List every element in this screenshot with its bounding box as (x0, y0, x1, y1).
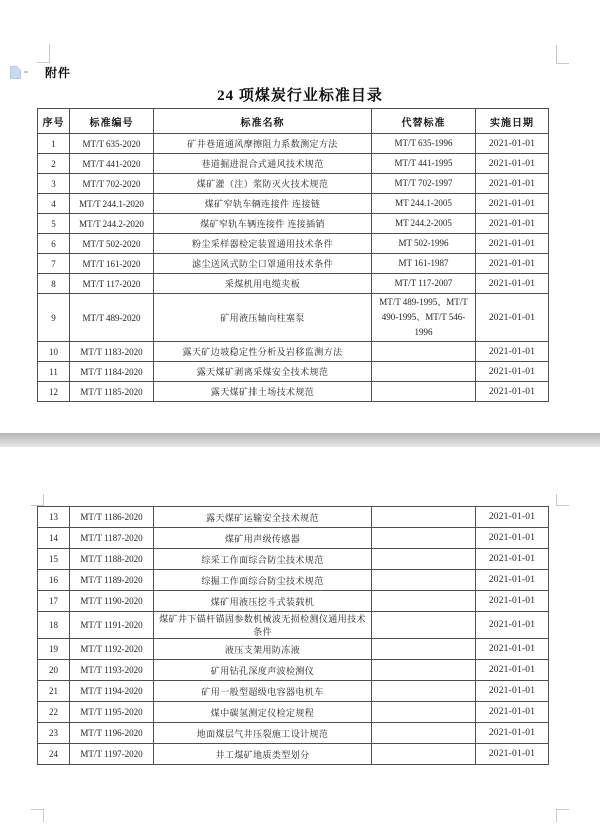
table-cell-date: 2021-01-01 (476, 342, 549, 362)
table-row (38, 214, 549, 234)
table-cell-date: 2021-01-01 (476, 274, 549, 294)
table-row (38, 528, 549, 549)
table-row (38, 549, 549, 570)
table-cell-no: 8 (38, 274, 70, 294)
col-header-replaces: 代替标准 (372, 109, 476, 134)
table-cell-name: 滤尘送风式防尘口罩通用技术条件 (154, 254, 372, 274)
table-cell-name: 露天矿边坡稳定性分析及岩移监测方法 (154, 342, 372, 362)
table-cell-date: 2021-01-01 (476, 549, 549, 570)
table-cell-date: 2021-01-01 (476, 174, 549, 194)
table-cell-date: 2021-01-01 (476, 507, 549, 528)
table-row (38, 342, 549, 362)
table-cell-date: 2021-01-01 (476, 744, 549, 765)
table-cell-code: MT/T 244.2-2020 (70, 214, 154, 234)
table-row (38, 274, 549, 294)
table-row (38, 382, 549, 402)
table-cell-replaces (372, 744, 476, 765)
table-row (38, 254, 549, 274)
table-cell-name: 露天煤矿剥离采煤安全技术规范 (154, 362, 372, 382)
table-cell-replaces: MT/T 117-2007 (372, 274, 476, 294)
table-row (38, 639, 549, 660)
table-cell-name: 巷道掘进混合式通风技术规范 (154, 154, 372, 174)
table-cell-name: 煤中碳氢测定仪检定规程 (154, 702, 372, 723)
table-cell-replaces: MT/T 635-1996 (372, 134, 476, 154)
table-cell-code: MT/T 1189-2020 (70, 570, 154, 591)
table-cell-replaces (372, 507, 476, 528)
table-cell-name: 煤矿用液压挖斗式装载机 (154, 591, 372, 612)
table-cell-date: 2021-01-01 (476, 528, 549, 549)
table-cell-no: 4 (38, 194, 70, 214)
table-cell-replaces (372, 570, 476, 591)
table-cell-date: 2021-01-01 (476, 214, 549, 234)
table-cell-no: 9 (38, 294, 70, 342)
col-header-name: 标准名称 (154, 109, 372, 134)
margin-mark-top-left-icon (37, 44, 50, 63)
table-cell-date: 2021-01-01 (476, 612, 549, 639)
col-header-no: 序号 (38, 109, 70, 134)
table-cell-code: MT/T 1184-2020 (70, 362, 154, 382)
table-cell-replaces: MT 244.1-2005 (372, 194, 476, 214)
table-row (38, 294, 549, 342)
table-cell-name: 采煤机用电缆夹板 (154, 274, 372, 294)
table-cell-replaces (372, 639, 476, 660)
table-cell-code: MT/T 1195-2020 (70, 702, 154, 723)
table-cell-code: MT/T 1193-2020 (70, 660, 154, 681)
table-row (38, 507, 549, 528)
table-cell-replaces (372, 382, 476, 402)
margin-mark-top-right-icon (556, 494, 569, 506)
table-cell-name: 露天煤矿排土场技术规范 (154, 382, 372, 402)
table-cell-date: 2021-01-01 (476, 660, 549, 681)
table-cell-name: 矿井巷道通风摩擦阻力系数测定方法 (154, 134, 372, 154)
table-cell-date: 2021-01-01 (476, 570, 549, 591)
table-cell-code: MT/T 1186-2020 (70, 507, 154, 528)
margin-mark-bottom-right-icon (556, 809, 569, 822)
table-cell-code: MT/T 441-2020 (70, 154, 154, 174)
table-cell-no: 16 (38, 570, 70, 591)
standards-table-page-2 (37, 506, 549, 765)
table-cell-replaces (372, 681, 476, 702)
table-cell-no: 24 (38, 744, 70, 765)
table-cell-date: 2021-01-01 (476, 382, 549, 402)
table-cell-date: 2021-01-01 (476, 362, 549, 382)
table-cell-no: 12 (38, 382, 70, 402)
table-cell-no: 18 (38, 612, 70, 639)
table-cell-no: 21 (38, 681, 70, 702)
table-cell-replaces (372, 702, 476, 723)
table-cell-no: 11 (38, 362, 70, 382)
table-cell-no: 13 (38, 507, 70, 528)
table-row (38, 660, 549, 681)
table-cell-date: 2021-01-01 (476, 639, 549, 660)
margin-dash-icon (24, 71, 28, 73)
table-cell-code: MT/T 117-2020 (70, 274, 154, 294)
table-cell-replaces (372, 591, 476, 612)
table-cell-name: 地面煤层气井压裂施工设计规范 (154, 723, 372, 744)
margin-mark-bottom-left-icon (31, 809, 44, 822)
table-cell-replaces: MT/T 441-1995 (372, 154, 476, 174)
attachment-label: 附件 (45, 66, 72, 80)
table-cell-name: 矿用液压轴向柱塞泵 (154, 294, 372, 342)
table-cell-replaces (372, 528, 476, 549)
table-cell-name: 液压支架用防冻液 (154, 639, 372, 660)
table-cell-name: 煤矿井下锚杆锚固参数机械波无损检测仪通用技术条件 (154, 612, 372, 639)
table-cell-code: MT/T 489-2020 (70, 294, 154, 342)
table-row (38, 154, 549, 174)
table-row (38, 134, 549, 154)
table-row (38, 362, 549, 382)
table-cell-no: 7 (38, 254, 70, 274)
table-cell-no: 2 (38, 154, 70, 174)
table-cell-name: 综掘工作面综合防尘技术规范 (154, 570, 372, 591)
table-cell-replaces: MT 161-1987 (372, 254, 476, 274)
table-cell-code: MT/T 1190-2020 (70, 591, 154, 612)
table-cell-replaces (372, 362, 476, 382)
table-cell-date: 2021-01-01 (476, 723, 549, 744)
page-fold-icon (17, 66, 21, 70)
table-cell-no: 19 (38, 639, 70, 660)
table-header-row (38, 109, 549, 134)
table-row (38, 234, 549, 254)
table-cell-date: 2021-01-01 (476, 234, 549, 254)
table-cell-replaces (372, 612, 476, 639)
table-cell-code: MT/T 1197-2020 (70, 744, 154, 765)
table-cell-no: 23 (38, 723, 70, 744)
page-separator (0, 433, 600, 447)
table-cell-replaces (372, 660, 476, 681)
table-cell-replaces (372, 723, 476, 744)
table-cell-date: 2021-01-01 (476, 702, 549, 723)
table-cell-code: MT/T 1191-2020 (70, 612, 154, 639)
table-cell-code: MT/T 1192-2020 (70, 639, 154, 660)
table-row (38, 591, 549, 612)
margin-mark-top-right-icon (556, 45, 569, 64)
table-cell-replaces: MT 244.2-2005 (372, 214, 476, 234)
table-cell-name: 矿用一般型超级电容器电机车 (154, 681, 372, 702)
table-cell-code: MT/T 1187-2020 (70, 528, 154, 549)
table-cell-name: 井工煤矿地质类型划分 (154, 744, 372, 765)
table-cell-no: 17 (38, 591, 70, 612)
table-cell-name: 煤矿窄轨车辆连接件 连接插销 (154, 214, 372, 234)
table-cell-no: 10 (38, 342, 70, 362)
table-cell-no: 6 (38, 234, 70, 254)
table-cell-code: MT/T 1183-2020 (70, 342, 154, 362)
table-row (38, 194, 549, 214)
table-cell-date: 2021-01-01 (476, 591, 549, 612)
table-cell-name: 煤矿灌（注）浆防灭火技术规范 (154, 174, 372, 194)
table-cell-name: 露天煤矿运输安全技术规范 (154, 507, 372, 528)
table-row (38, 744, 549, 765)
table-row (38, 174, 549, 194)
table-cell-date: 2021-01-01 (476, 681, 549, 702)
table-cell-no: 3 (38, 174, 70, 194)
table-cell-replaces: MT/T 702-1997 (372, 174, 476, 194)
table-cell-code: MT/T 244.1-2020 (70, 194, 154, 214)
attachment-document-icon[interactable] (10, 66, 21, 79)
table-cell-replaces (372, 342, 476, 362)
table-cell-code: MT/T 1188-2020 (70, 549, 154, 570)
table-cell-replaces: MT 502-1996 (372, 234, 476, 254)
standards-table-page-1 (37, 108, 549, 402)
table-cell-no: 15 (38, 549, 70, 570)
table-row (38, 612, 549, 639)
table-cell-name: 粉尘采样器检定装置通用技术条件 (154, 234, 372, 254)
table-cell-no: 5 (38, 214, 70, 234)
table-cell-no: 14 (38, 528, 70, 549)
table-cell-code: MT/T 1185-2020 (70, 382, 154, 402)
margin-mark-top-left-icon (31, 494, 44, 506)
table-cell-date: 2021-01-01 (476, 154, 549, 174)
table-cell-name: 煤矿用声级传感器 (154, 528, 372, 549)
table-row (38, 681, 549, 702)
table-cell-code: MT/T 161-2020 (70, 254, 154, 274)
table-cell-replaces (372, 549, 476, 570)
col-header-date: 实施日期 (476, 109, 549, 134)
table-cell-code: MT/T 702-2020 (70, 174, 154, 194)
table-cell-code: MT/T 1196-2020 (70, 723, 154, 744)
document-page-2 (0, 447, 600, 837)
table-cell-date: 2021-01-01 (476, 134, 549, 154)
table-cell-name: 综采工作面综合防尘技术规范 (154, 549, 372, 570)
table-cell-name: 煤矿窄轨车辆连接件 连接链 (154, 194, 372, 214)
table-cell-date: 2021-01-01 (476, 254, 549, 274)
table-row (38, 723, 549, 744)
document-title: 24 项煤炭行业标准目录 (217, 88, 383, 104)
table-cell-date: 2021-01-01 (476, 294, 549, 342)
table-row (38, 702, 549, 723)
table-cell-code: MT/T 635-2020 (70, 134, 154, 154)
table-cell-code: MT/T 1194-2020 (70, 681, 154, 702)
col-header-code: 标准编号 (70, 109, 154, 134)
table-cell-date: 2021-01-01 (476, 194, 549, 214)
table-row (38, 570, 549, 591)
table-cell-no: 22 (38, 702, 70, 723)
table-cell-name: 矿用钻孔深度声波检测仪 (154, 660, 372, 681)
table-cell-replaces: MT/T 489-1995、MT/T 490-1995、MT/T 546-1996 (372, 294, 476, 342)
table-cell-no: 20 (38, 660, 70, 681)
table-cell-code: MT/T 502-2020 (70, 234, 154, 254)
table-cell-no: 1 (38, 134, 70, 154)
